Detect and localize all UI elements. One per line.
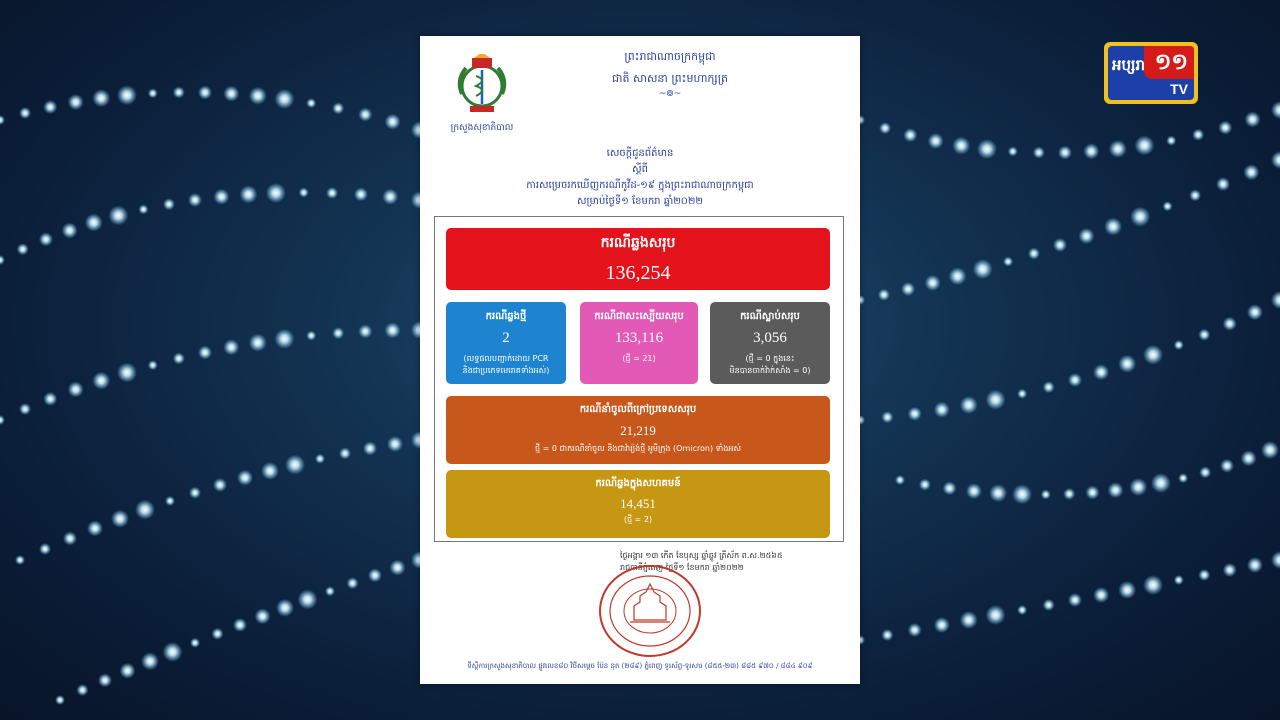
sparkle-dot (1216, 177, 1230, 191)
sparkle-dot (1086, 486, 1100, 500)
sparkle-dot (188, 193, 202, 207)
sparkle-dot (1271, 101, 1280, 119)
sparkle-dot (315, 454, 325, 464)
sparkle-dot (163, 642, 183, 662)
new-cases-note-2: និងជាប្រភេទមេរោគទាំងអស់) (462, 366, 550, 375)
sparkle-dot (1247, 304, 1263, 320)
sparkle-dot (43, 100, 57, 114)
channel-logo-number: ១១ (1154, 50, 1188, 75)
sparkle-dot (879, 122, 891, 134)
sparkle-dot (347, 577, 359, 589)
sparkle-dot (117, 85, 137, 105)
sparkle-dot (1017, 605, 1027, 615)
sparkle-dot (239, 185, 257, 203)
lunar-date: ថ្ងៃអង្គារ ១៣ កើត ខែបុស្ស ឆ្នាំឆ្លូវ ត្រីស័ក ព.ស.២៥៦៥ (620, 551, 783, 560)
channel-logo-khmer-text: អប្សរា (1112, 56, 1146, 74)
sparkle-dot (1166, 136, 1176, 146)
sparkle-dot (943, 481, 957, 495)
imported-value: 21,219 (620, 423, 656, 438)
sparkle-dot (266, 183, 286, 203)
sparkle-dot (908, 623, 922, 637)
sparkle-dot (1012, 484, 1032, 504)
sparkle-dot (92, 372, 110, 390)
sparkle-dot (198, 346, 212, 360)
sparkle-dot (1017, 389, 1027, 399)
sparkle-dot (63, 531, 77, 545)
ministry-name: ក្រសួងសុខាភិបាល (450, 123, 514, 133)
sparkle-dot (977, 139, 997, 159)
sparkle-dot (0, 115, 5, 125)
sparkle-dot (332, 102, 344, 114)
deaths-value: 3,056 (753, 330, 787, 346)
sparkle-dot (62, 222, 78, 238)
sparkle-dot (1109, 140, 1127, 158)
new-cases-value: 2 (502, 330, 510, 346)
sparkle-dot (881, 411, 893, 423)
sparkle-dot (237, 470, 253, 486)
imported-note: ថ្មី = 0 ជាករណីនាំចូល និងជាវ៉ារ្យ៉ង់ថ្មី អូមីក្រុង (Omicron) ទាំងអស់ (534, 444, 742, 453)
sparkle-dot (325, 586, 335, 596)
sparkle-dot (928, 133, 944, 149)
sparkle-dot (960, 611, 978, 629)
sparkle-dot (141, 652, 159, 670)
sparkle-dot (17, 243, 29, 255)
sparkle-dot (989, 484, 1007, 502)
sparkle-dot (1108, 482, 1124, 498)
deaths-card (710, 302, 830, 384)
sparkle-dot (1174, 340, 1184, 350)
new-cases-note-1: (លទ្ធផលបញ្ជាក់ដោយ PCR (463, 354, 549, 363)
sparkle-dot (1068, 373, 1082, 387)
sparkle-dot (339, 447, 351, 459)
sparkle-dot (901, 282, 915, 296)
community-value: 14,451 (620, 496, 656, 511)
sparkle-dot (1093, 364, 1109, 380)
sparkle-dot (1220, 459, 1234, 473)
signing-date: រាជធានីភ្នំពេញ ថ្ងៃទី១ ខែមករា ឆ្នាំ២០២២ (620, 563, 744, 572)
sparkle-dot (1163, 201, 1173, 211)
sparkle-dot (390, 560, 406, 576)
imported-label: ករណីនាំចូលពីក្រៅប្រទេសសរុប (579, 404, 697, 415)
sparkle-dot (1130, 207, 1150, 227)
sparkle-dot (111, 510, 129, 528)
sparkle-dot (1192, 129, 1204, 141)
new-cases-label: ករណីឆ្លងថ្មី (485, 311, 527, 322)
sparkle-dot (973, 259, 993, 279)
sparkle-dot (895, 475, 905, 485)
deaths-note-1: (ថ្មី = 0 ក្នុងនេះ (745, 354, 795, 363)
sparkle-dot (949, 267, 967, 285)
sparkle-dot (255, 608, 271, 624)
sparkle-dot (39, 232, 53, 246)
sparkle-dot (1247, 557, 1263, 573)
sparkle-dot (382, 189, 398, 205)
sparkle-dot (1174, 575, 1184, 585)
footer-address: ទីស្តីការក្រសួងសុខាភិបាល ផ្លូវលេខ៨០ វិថីសម្តេច ប៉ែន នុត (២៨៩) ភ្នំពេញ ទូរស័ព្ទ-ទូរសារ (៨៥៥-២៣) ៨៨៥ ៩៧០ / ៨៨៤ ៩០៩ (467, 662, 813, 670)
sparkle-dot (1189, 189, 1201, 201)
community-cases-card (446, 470, 830, 538)
sparkle-dot (1218, 121, 1232, 135)
sparkle-dot (1028, 248, 1040, 260)
sparkle-dot (1198, 329, 1210, 341)
sparkle-dot (986, 390, 1006, 410)
sparkle-dot (173, 352, 185, 364)
title-date: សម្រាប់ថ្ងៃទី១ ខែមករា ឆ្នាំ២០២២ (576, 196, 704, 207)
total-cases-value: 136,254 (605, 262, 671, 284)
channel-logo-tv: TV (1170, 81, 1188, 97)
sparkle-dot (189, 487, 201, 499)
sparkle-dot (19, 403, 31, 415)
sparkle-dot (358, 108, 372, 122)
sparkle-dot (306, 331, 316, 341)
sparkle-dot (1143, 575, 1163, 595)
sparkle-dot (1118, 581, 1136, 599)
sparkle-dot (1271, 551, 1280, 569)
recovered-note: (ថ្មី = 21) (622, 354, 656, 363)
sparkle-dot (1033, 147, 1045, 159)
sparkle-dot (1083, 143, 1099, 159)
sparkle-dot (223, 86, 239, 102)
recovered-label: ករណីជាសះស្បើយសរុប (594, 311, 684, 322)
sparkle-dot (878, 289, 890, 301)
sparkle-dot (19, 107, 31, 119)
sparkle-dot (198, 86, 212, 100)
sparkle-dot (1058, 146, 1072, 160)
sparkle-dot (135, 500, 155, 520)
sparkle-dot (306, 98, 316, 108)
sparkle-dot (15, 555, 25, 565)
sparkle-dot (1178, 473, 1188, 483)
sparkle-dot (903, 128, 917, 142)
sparkle-dot (274, 89, 294, 109)
sparkle-dot (108, 205, 128, 225)
sparkle-dot (173, 86, 185, 98)
kingdom-title: ព្រះរាជាណាចក្រកម្ពុជា (624, 50, 716, 63)
sparkle-dot (1008, 146, 1018, 156)
header-divider: ~៙~ (658, 89, 682, 99)
imported-cases-card (446, 396, 830, 464)
sparkle-dot (1223, 563, 1237, 577)
sparkle-dot (138, 204, 148, 214)
deaths-label: ករណីស្លាប់សរុប (740, 311, 800, 322)
sparkle-dot (1143, 345, 1163, 365)
sparkle-dot (212, 628, 224, 640)
sparkle-dot (43, 392, 57, 406)
sparkle-dot (276, 599, 294, 617)
sparkle-dot (934, 402, 950, 418)
sparkle-dot (0, 255, 5, 265)
sparkle-dot (881, 629, 893, 641)
sparkle-dot (1241, 450, 1257, 466)
sparkle-dot (249, 334, 267, 352)
sparkle-dot (285, 455, 305, 475)
sparkle-dot (925, 275, 941, 291)
sparkle-dot (960, 396, 978, 414)
sparkle-dot (1078, 228, 1094, 244)
recovered-card (580, 302, 698, 384)
sparkle-dot (385, 322, 401, 338)
sparkle-dot (387, 436, 403, 452)
sparkle-dot (233, 618, 247, 632)
sparkle-dot (332, 327, 344, 339)
total-cases-card (446, 228, 830, 290)
sparkle-dot (213, 189, 229, 205)
sparkle-dot (98, 673, 112, 687)
sparkle-dot (165, 496, 175, 506)
sparkle-dot (1003, 257, 1013, 267)
ministry-emblem-icon (450, 54, 514, 118)
sparkle-dot (1041, 490, 1051, 500)
sparkle-dot (274, 329, 294, 349)
sparkle-dot (1118, 355, 1136, 373)
sparkle-dot (358, 324, 372, 338)
sparkle-dot (85, 214, 103, 232)
nation-motto: ជាតិ សាសនា ព្រះមហាក្សត្រ (612, 72, 728, 85)
sparkle-dot (1093, 587, 1109, 603)
sparkle-dot (354, 187, 368, 201)
sparkle-dot (87, 520, 103, 536)
sparkle-dot (919, 479, 931, 491)
sparkle-dot (986, 605, 1006, 625)
sparkle-dot (223, 339, 239, 355)
ministry-seal-icon (596, 562, 704, 660)
sparkle-dot (1151, 473, 1171, 493)
sparkle-dot (1243, 164, 1259, 180)
sparkle-dot (39, 543, 51, 555)
sparkle-dot (1271, 151, 1280, 169)
sparkle-dot (952, 137, 970, 155)
press-release-document (420, 36, 860, 684)
sparkle-dot (1261, 441, 1279, 459)
sparkle-dot (117, 363, 137, 383)
sparkle-dot (326, 187, 338, 199)
title-press-release: សេចក្តីជូនព័ត៌មាន (606, 148, 674, 159)
sparkle-dot (163, 198, 175, 210)
sparkle-dot (298, 589, 318, 609)
sparkle-dot (934, 617, 950, 633)
sparkle-dot (1043, 599, 1055, 611)
sparkle-dot (68, 381, 84, 397)
sparkle-dot (249, 87, 267, 105)
sparkle-dot (1134, 135, 1154, 155)
sparkle-dot (68, 94, 84, 110)
sparkle-dot (261, 462, 279, 480)
sparkle-dot (148, 88, 158, 98)
sparkle-dot (1199, 466, 1211, 478)
sparkle-dot (299, 188, 309, 198)
sparkle-dot (368, 568, 382, 582)
deaths-note-2: មិនបានចាក់វ៉ាក់សាំង = 0) (729, 366, 811, 375)
community-note: (ថ្មី = 2) (623, 515, 653, 524)
channel-logo (1104, 42, 1198, 104)
sparkle-dot (1104, 218, 1122, 236)
sparkle-dot (213, 478, 227, 492)
sparkle-dot (1223, 317, 1237, 331)
sparkle-dot (1068, 593, 1082, 607)
sparkle-dot (92, 89, 110, 107)
sparkle-dot (55, 695, 65, 705)
total-cases-label: ករណីឆ្លងសរុប (600, 235, 676, 251)
sparkle-dot (363, 441, 377, 455)
sparkle-dot (1271, 291, 1280, 309)
sparkle-dot (1043, 381, 1055, 393)
sparkle-dot (966, 483, 982, 499)
sparkle-dot (1053, 238, 1067, 252)
sparkle-dot (148, 360, 158, 370)
title-about: ស្តីពី (632, 164, 648, 175)
sparkle-dot (1129, 478, 1147, 496)
sparkle-dot (1063, 488, 1075, 500)
title-subject: ការសម្រេចរកឃើញករណីកូវីដ-១៩ ក្នុងព្រះរាជាណាចក្រកម្ពុជា (526, 180, 754, 191)
sparkle-dot (120, 663, 136, 679)
new-cases-card (446, 302, 566, 384)
recovered-value: 133,116 (614, 330, 664, 346)
sparkle-dot (190, 638, 200, 648)
sparkle-dot (77, 684, 89, 696)
sparkle-dot (385, 114, 401, 130)
sparkle-dot (1198, 569, 1210, 581)
sparkle-dot (908, 407, 922, 421)
sparkle-dot (0, 415, 5, 425)
community-label: ករណីឆ្លងក្នុងសហគមន៍ (595, 478, 681, 489)
sparkle-dot (1245, 111, 1261, 127)
